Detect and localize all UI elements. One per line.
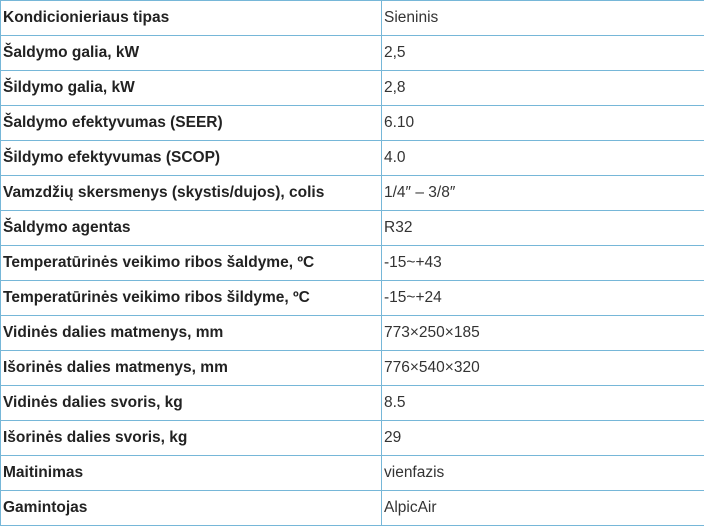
spec-value: 2,5	[382, 36, 704, 71]
spec-value: -15~+24	[382, 281, 704, 316]
spec-row-seer	[1, 106, 704, 141]
spec-label: Vamzdžių skersmenys (skystis/dujos), colis	[1, 176, 382, 211]
spec-value: 776×540×320	[382, 351, 704, 386]
spec-row-indoor-dimensions	[1, 316, 704, 351]
spec-row-power-supply	[1, 456, 704, 491]
spec-row-outdoor-weight	[1, 421, 704, 456]
spec-label: Išorinės dalies svoris, kg	[1, 421, 382, 456]
spec-value: 29	[382, 421, 704, 456]
spec-value: 2,8	[382, 71, 704, 106]
spec-row-air-conditioner-type	[1, 1, 704, 36]
spec-label: Šildymo efektyvumas (SCOP)	[1, 141, 382, 176]
spec-row-indoor-weight	[1, 386, 704, 421]
spec-value: 8.5	[382, 386, 704, 421]
spec-value: 4.0	[382, 141, 704, 176]
specifications-table-body	[1, 1, 704, 526]
spec-label: Šaldymo agentas	[1, 211, 382, 246]
spec-row-cooling-temp-range	[1, 246, 704, 281]
spec-row-manufacturer	[1, 491, 704, 526]
spec-label: Šaldymo galia, kW	[1, 36, 382, 71]
spec-row-heating-capacity	[1, 71, 704, 106]
spec-value: 773×250×185	[382, 316, 704, 351]
spec-label: Vidinės dalies svoris, kg	[1, 386, 382, 421]
spec-label: Temperatūrinės veikimo ribos šildyme, ºC	[1, 281, 382, 316]
spec-value: AlpicAir	[382, 491, 704, 526]
spec-value: 1/4″ – 3/8″	[382, 176, 704, 211]
spec-label: Temperatūrinės veikimo ribos šaldyme, ºC	[1, 246, 382, 281]
spec-label: Išorinės dalies matmenys, mm	[1, 351, 382, 386]
spec-value: 6.10	[382, 106, 704, 141]
spec-value: Sieninis	[382, 1, 704, 36]
spec-label: Šaldymo efektyvumas (SEER)	[1, 106, 382, 141]
spec-label: Vidinės dalies matmenys, mm	[1, 316, 382, 351]
spec-label: Gamintojas	[1, 491, 382, 526]
spec-row-refrigerant	[1, 211, 704, 246]
spec-value: vienfazis	[382, 456, 704, 491]
spec-row-pipe-diameters	[1, 176, 704, 211]
spec-row-heating-temp-range	[1, 281, 704, 316]
spec-label: Maitinimas	[1, 456, 382, 491]
spec-value: -15~+43	[382, 246, 704, 281]
spec-value: R32	[382, 211, 704, 246]
spec-row-outdoor-dimensions	[1, 351, 704, 386]
spec-row-cooling-capacity	[1, 36, 704, 71]
spec-row-scop	[1, 141, 704, 176]
spec-label: Kondicionieriaus tipas	[1, 1, 382, 36]
spec-label: Šildymo galia, kW	[1, 71, 382, 106]
